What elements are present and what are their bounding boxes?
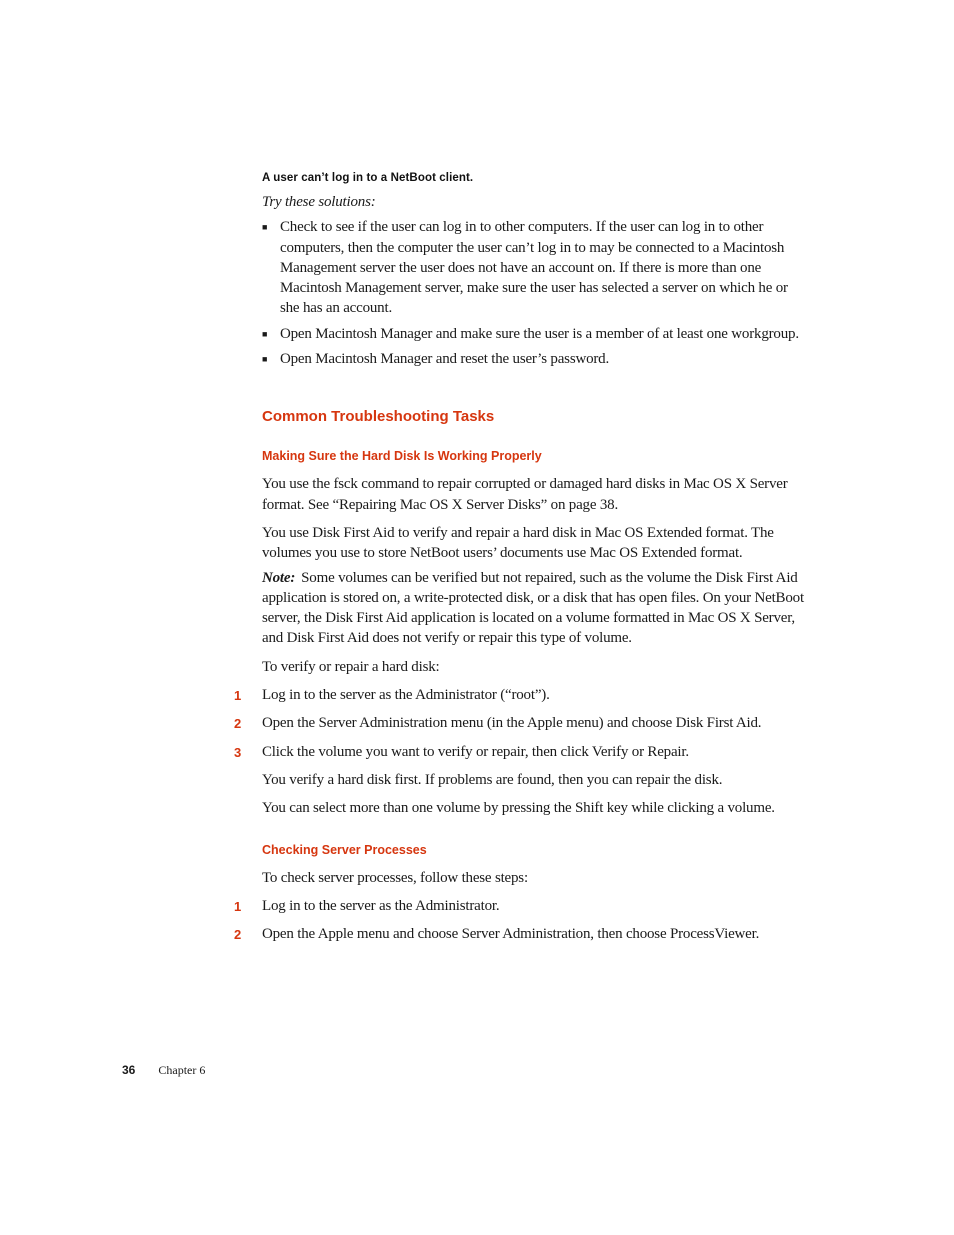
processes-lead: To check server processes, follow these steps: <box>262 869 528 886</box>
list-item-text: Check to see if the user can log in to other computers. If the user can log in to other computers, then the computer the user can’t log in to may be connected to a Macintosh Management server the user does not have an account on. If there is more than one Macintosh Management server, make sure the user has selected a server on which he or she has an account. <box>280 219 788 317</box>
note-label: Note: <box>262 569 296 586</box>
list-item <box>262 324 807 344</box>
step-text: Log in to the server as the Administrator. <box>262 897 500 914</box>
list-item-text: Open Macintosh Manager and make sure the user is a member of at least one workgroup. <box>280 325 799 342</box>
hard-disk-after-2: You can select more than one volume by pressing the Shift key while clicking a volume. <box>262 800 775 817</box>
page-footer <box>122 1063 205 1078</box>
note-paragraph <box>262 568 807 649</box>
step-item <box>234 685 807 705</box>
solutions-list <box>262 217 807 369</box>
hard-disk-after-1: You verify a hard disk first. If problems are found, then you can repair the disk. <box>262 771 723 788</box>
hard-disk-para-1: You use the fsck command to repair corrupted or damaged hard disks in Mac OS X Server format. See “Repairing Mac OS X Server Disks” on page 38. <box>262 476 788 513</box>
square-bullet-icon: ■ <box>262 222 268 233</box>
step-number: 1 <box>234 898 242 914</box>
step-text: Log in to the server as the Administrator (“root”). <box>262 687 550 704</box>
step-item <box>234 924 807 944</box>
section-heading: Common Troubleshooting Tasks <box>262 408 495 426</box>
step-text: Open the Server Administration menu (in the Apple menu) and choose Disk First Aid. <box>262 715 762 732</box>
step-number: 2 <box>234 716 242 732</box>
square-bullet-icon: ■ <box>262 354 268 365</box>
chapter-label: Chapter 6 <box>158 1063 206 1077</box>
step-text: Open the Apple menu and choose Server Administration, then choose ProcessViewer. <box>262 926 760 943</box>
processes-heading: Checking Server Processes <box>262 842 427 857</box>
note-text: Some volumes can be verified but not repaired, such as the volume the Disk First Aid application is stored on, a write-protected disk, or a disk that has open files. On your NetBoot server, the Disk First Aid application is located on a volume formatted in Mac OS X Server, and Disk First Aid does not verify or repair this type of volume. <box>262 569 804 647</box>
hard-disk-lead: To verify or repair a hard disk: <box>262 658 440 675</box>
list-item <box>262 349 807 369</box>
page-content <box>234 172 807 944</box>
list-item-text: Open Macintosh Manager and reset the user’s password. <box>280 351 610 368</box>
list-item <box>262 217 807 318</box>
hard-disk-para-2: You use Disk First Aid to verify and repair a hard disk in Mac OS Extended format. The volumes you use to store NetBoot users’ documents use Mac OS Extended format. <box>262 524 774 562</box>
step-number: 3 <box>234 744 242 760</box>
step-item <box>234 713 807 733</box>
problem-heading: A user can’t log in to a NetBoot client. <box>262 172 474 184</box>
step-text: Click the volume you want to verify or repair, then click Verify or Repair. <box>262 743 689 760</box>
problem-intro: Try these solutions: <box>262 194 376 210</box>
square-bullet-icon: ■ <box>262 328 268 339</box>
step-item <box>234 896 807 916</box>
step-number: 2 <box>234 927 242 943</box>
step-item <box>234 742 807 762</box>
step-number: 1 <box>234 688 242 704</box>
hard-disk-heading: Making Sure the Hard Disk Is Working Properly <box>262 449 542 464</box>
page-number: 36 <box>122 1063 136 1077</box>
